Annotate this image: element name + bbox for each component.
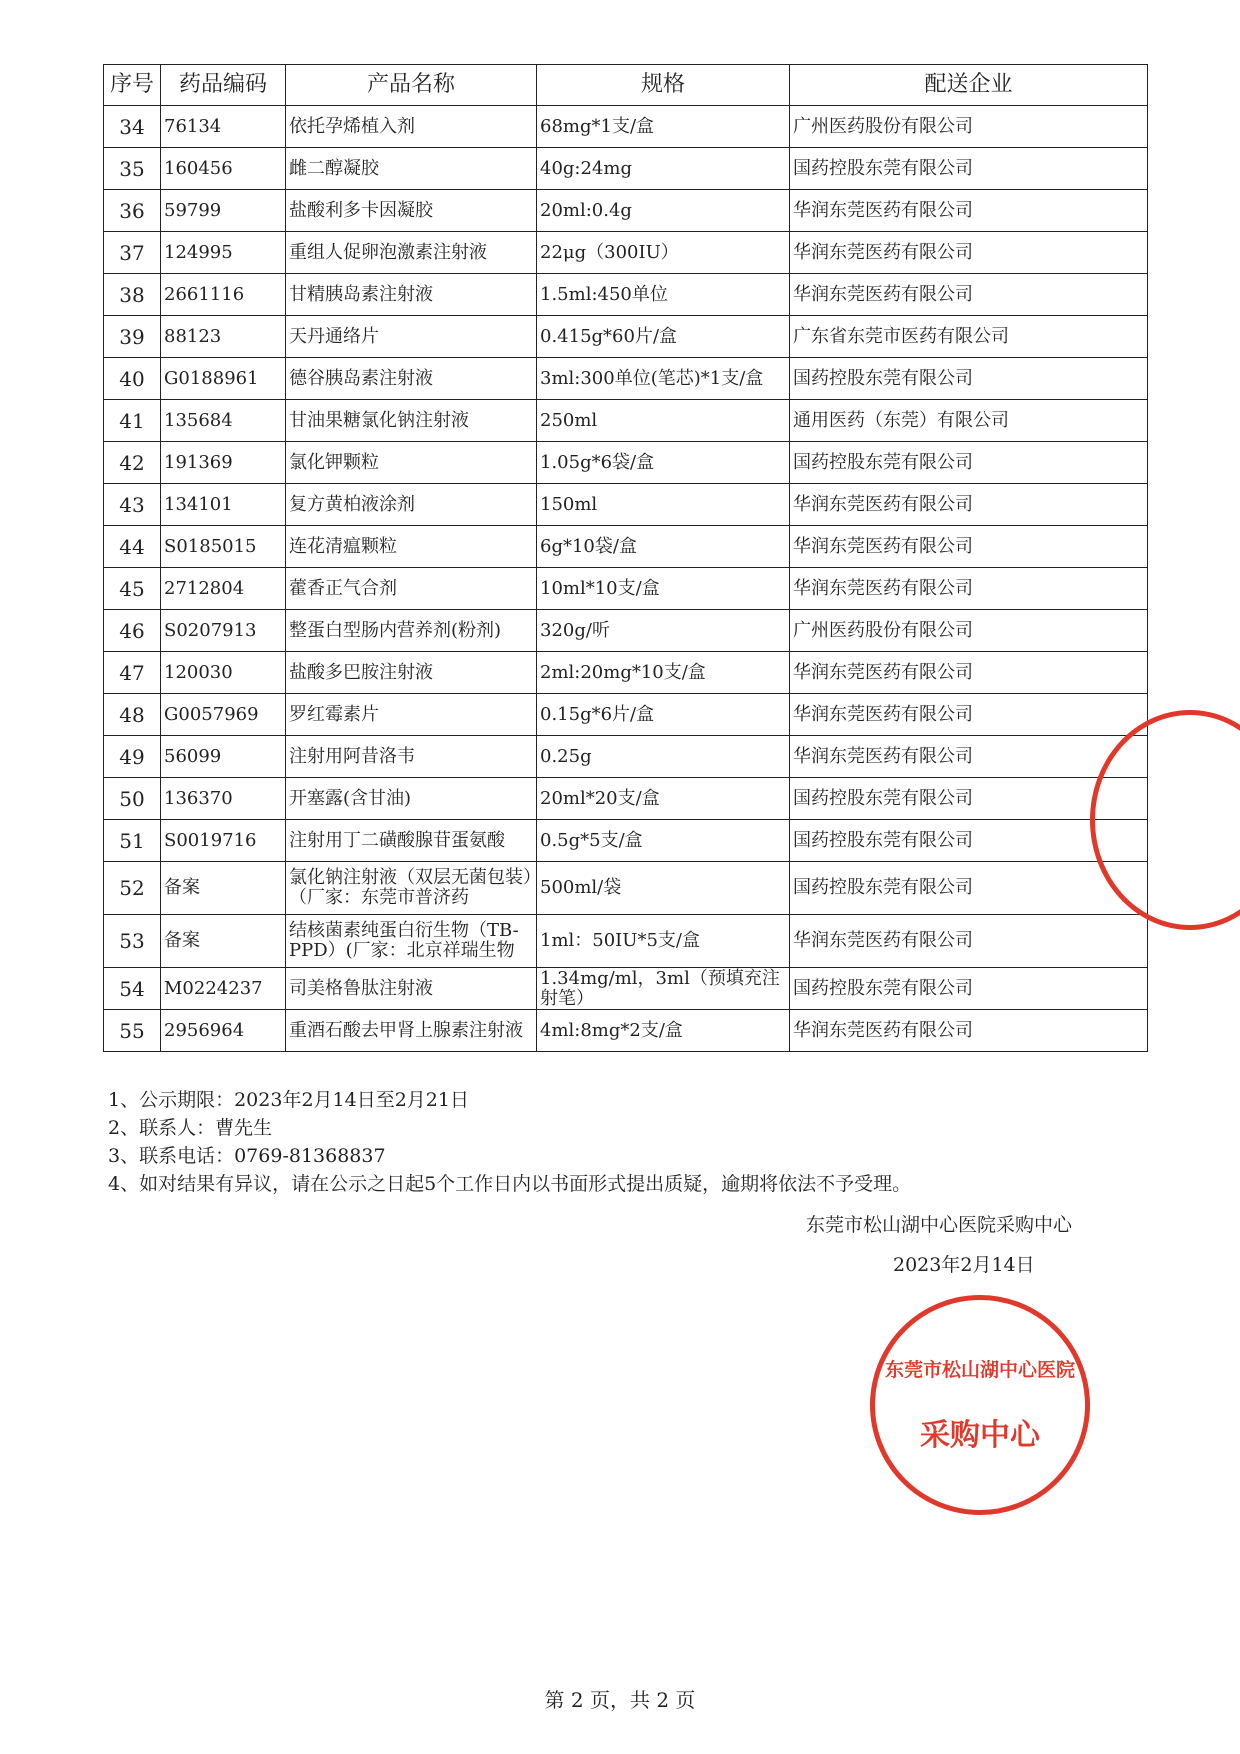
distributor: 广州医药股份有限公司: [790, 610, 1148, 652]
specification: 20ml:0.4g: [537, 190, 790, 232]
specification: 40g:24mg: [537, 148, 790, 190]
drug-code: 56099: [161, 736, 286, 778]
row-number: 51: [104, 820, 161, 862]
product-name: 重组人促卵泡激素注射液: [286, 232, 537, 274]
row-number: 55: [104, 1010, 161, 1052]
drug-code: 135684: [161, 400, 286, 442]
specification: 150ml: [537, 484, 790, 526]
specification: 1.5ml:450单位: [537, 274, 790, 316]
drug-code: 2956964: [161, 1010, 286, 1052]
distributor: 华润东莞医药有限公司: [790, 526, 1148, 568]
column-header: 药品编码: [161, 65, 286, 106]
row-number: 44: [104, 526, 161, 568]
specification: 0.5g*5支/盒: [537, 820, 790, 862]
distributor: 通用医药（东莞）有限公司: [790, 400, 1148, 442]
column-header: 规格: [537, 65, 790, 106]
distributor: 国药控股东莞有限公司: [790, 442, 1148, 484]
specification: 6g*10袋/盒: [537, 526, 790, 568]
table-row: [104, 736, 1148, 778]
table-row: [104, 316, 1148, 358]
row-number: 49: [104, 736, 161, 778]
specification: 1.05g*6袋/盒: [537, 442, 790, 484]
drug-code: 124995: [161, 232, 286, 274]
table-row: [104, 274, 1148, 316]
specification: 1.34mg/ml，3ml（预填充注射笔）: [537, 968, 790, 1010]
product-name: 雌二醇凝胶: [286, 148, 537, 190]
row-number: 36: [104, 190, 161, 232]
product-name: 开塞露(含甘油): [286, 778, 537, 820]
drug-code: 备案: [161, 915, 286, 968]
table-row: [104, 106, 1148, 148]
drug-code: 76134: [161, 106, 286, 148]
distributor: 华润东莞医药有限公司: [790, 232, 1148, 274]
product-name: 依托孕烯植入剂: [286, 106, 537, 148]
table-row: [104, 820, 1148, 862]
seal-text: 东莞市松山湖中心医院: [884, 1359, 1075, 1381]
product-name: 盐酸利多卡因凝胶: [286, 190, 537, 232]
product-name: 氯化钠注射液（双层无菌包装）（厂家：东莞市普济药: [286, 862, 537, 915]
distributor: 华润东莞医药有限公司: [790, 652, 1148, 694]
product-name: 结核菌素纯蛋白衍生物（TB-PPD）(厂家：北京祥瑞生物: [286, 915, 537, 968]
distributor: 华润东莞医药有限公司: [790, 694, 1148, 736]
official-seal: [870, 1295, 1090, 1515]
drug-code: 136370: [161, 778, 286, 820]
drug-code: G0188961: [161, 358, 286, 400]
distributor: 国药控股东莞有限公司: [790, 778, 1148, 820]
seal-sub: 采购中心: [920, 1418, 1040, 1453]
product-name: 甘精胰岛素注射液: [286, 274, 537, 316]
row-number: 46: [104, 610, 161, 652]
drug-code: 2712804: [161, 568, 286, 610]
distributor: 国药控股东莞有限公司: [790, 358, 1148, 400]
product-name: 注射用丁二磺酸腺苷蛋氨酸: [286, 820, 537, 862]
row-number: 34: [104, 106, 161, 148]
row-number: 35: [104, 148, 161, 190]
drug-code: G0057969: [161, 694, 286, 736]
table-row: [104, 190, 1148, 232]
product-name: 氯化钾颗粒: [286, 442, 537, 484]
table-row: [104, 915, 1148, 968]
note-period: 1、公示期限：2023年2月14日至2月21日: [108, 1089, 469, 1111]
table-row: [104, 862, 1148, 915]
specification: 3ml:300单位(笔芯)*1支/盒: [537, 358, 790, 400]
drug-code: 备案: [161, 862, 286, 915]
specification: 500ml/袋: [537, 862, 790, 915]
table-row: [104, 610, 1148, 652]
product-name: 罗红霉素片: [286, 694, 537, 736]
specification: 250ml: [537, 400, 790, 442]
specification: 320g/听: [537, 610, 790, 652]
drug-code: 59799: [161, 190, 286, 232]
column-header: 序号: [104, 65, 161, 106]
distributor: 国药控股东莞有限公司: [790, 968, 1148, 1010]
table-row: [104, 652, 1148, 694]
column-header: 配送企业: [790, 65, 1148, 106]
distributor: 华润东莞医药有限公司: [790, 915, 1148, 968]
specification: 10ml*10支/盒: [537, 568, 790, 610]
distributor: 国药控股东莞有限公司: [790, 862, 1148, 915]
product-name: 复方黄柏液涂剂: [286, 484, 537, 526]
table-row: [104, 148, 1148, 190]
row-number: 42: [104, 442, 161, 484]
specification: 2ml:20mg*10支/盒: [537, 652, 790, 694]
drug-code: S0207913: [161, 610, 286, 652]
drug-code: 2661116: [161, 274, 286, 316]
product-name: 整蛋白型肠内营养剂(粉剂): [286, 610, 537, 652]
specification: 0.25g: [537, 736, 790, 778]
distributor: 华润东莞医药有限公司: [790, 1010, 1148, 1052]
note-phone: 3、联系电话：0769-81368837: [108, 1145, 386, 1167]
distributor: 广州医药股份有限公司: [790, 106, 1148, 148]
specification: 0.415g*60片/盒: [537, 316, 790, 358]
distributor: 华润东莞医药有限公司: [790, 568, 1148, 610]
distributor: 华润东莞医药有限公司: [790, 736, 1148, 778]
table-row: [104, 400, 1148, 442]
row-number: 48: [104, 694, 161, 736]
table-row: [104, 442, 1148, 484]
row-number: 39: [104, 316, 161, 358]
row-number: 54: [104, 968, 161, 1010]
row-number: 40: [104, 358, 161, 400]
drug-code: 88123: [161, 316, 286, 358]
table-row: [104, 358, 1148, 400]
product-name: 藿香正气合剂: [286, 568, 537, 610]
row-number: 53: [104, 915, 161, 968]
signature-date: 2023年2月14日: [893, 1254, 1035, 1276]
product-name: 德谷胰岛素注射液: [286, 358, 537, 400]
drug-code: S0185015: [161, 526, 286, 568]
distributor: 华润东莞医药有限公司: [790, 484, 1148, 526]
specification: 1ml：50IU*5支/盒: [537, 915, 790, 968]
table-row: [104, 484, 1148, 526]
table-row: [104, 568, 1148, 610]
specification: 22μg（300IU）: [537, 232, 790, 274]
specification: 4ml:8mg*2支/盒: [537, 1010, 790, 1052]
product-name: 注射用阿昔洛韦: [286, 736, 537, 778]
product-name: 盐酸多巴胺注射液: [286, 652, 537, 694]
drug-code: 134101: [161, 484, 286, 526]
note-objection: 4、如对结果有异议，请在公示之日起5个工作日内以书面形式提出质疑，逾期将依法不予受理。: [108, 1173, 912, 1195]
specification: 20ml*20支/盒: [537, 778, 790, 820]
row-number: 38: [104, 274, 161, 316]
distributor: 广东省东莞市医药有限公司: [790, 316, 1148, 358]
table-row: [104, 232, 1148, 274]
distributor: 国药控股东莞有限公司: [790, 820, 1148, 862]
page-footer: 第 2 页，共 2 页: [544, 1688, 696, 1712]
product-name: 连花清瘟颗粒: [286, 526, 537, 568]
drug-code: 120030: [161, 652, 286, 694]
row-number: 37: [104, 232, 161, 274]
drug-table: [103, 64, 1148, 1052]
product-name: 天丹通络片: [286, 316, 537, 358]
specification: 0.15g*6片/盒: [537, 694, 790, 736]
table-row: [104, 526, 1148, 568]
product-name: 司美格鲁肽注射液: [286, 968, 537, 1010]
distributor: 华润东莞医药有限公司: [790, 274, 1148, 316]
product-name: 重酒石酸去甲肾上腺素注射液: [286, 1010, 537, 1052]
drug-code: 191369: [161, 442, 286, 484]
row-number: 52: [104, 862, 161, 915]
row-number: 45: [104, 568, 161, 610]
drug-code: M0224237: [161, 968, 286, 1010]
row-number: 50: [104, 778, 161, 820]
distributor: 华润东莞医药有限公司: [790, 190, 1148, 232]
specification: 68mg*1支/盒: [537, 106, 790, 148]
note-contact: 2、联系人：曹先生: [108, 1117, 273, 1139]
row-number: 41: [104, 400, 161, 442]
distributor: 国药控股东莞有限公司: [790, 148, 1148, 190]
signature-org: 东莞市松山湖中心医院采购中心: [806, 1214, 1073, 1236]
table-header: [104, 65, 1148, 106]
table-row: [104, 694, 1148, 736]
table-row: [104, 968, 1148, 1010]
table-row: [104, 778, 1148, 820]
row-number: 43: [104, 484, 161, 526]
product-name: 甘油果糖氯化钠注射液: [286, 400, 537, 442]
row-number: 47: [104, 652, 161, 694]
table-row: [104, 1010, 1148, 1052]
drug-code: 160456: [161, 148, 286, 190]
column-header: 产品名称: [286, 65, 537, 106]
drug-code: S0019716: [161, 820, 286, 862]
